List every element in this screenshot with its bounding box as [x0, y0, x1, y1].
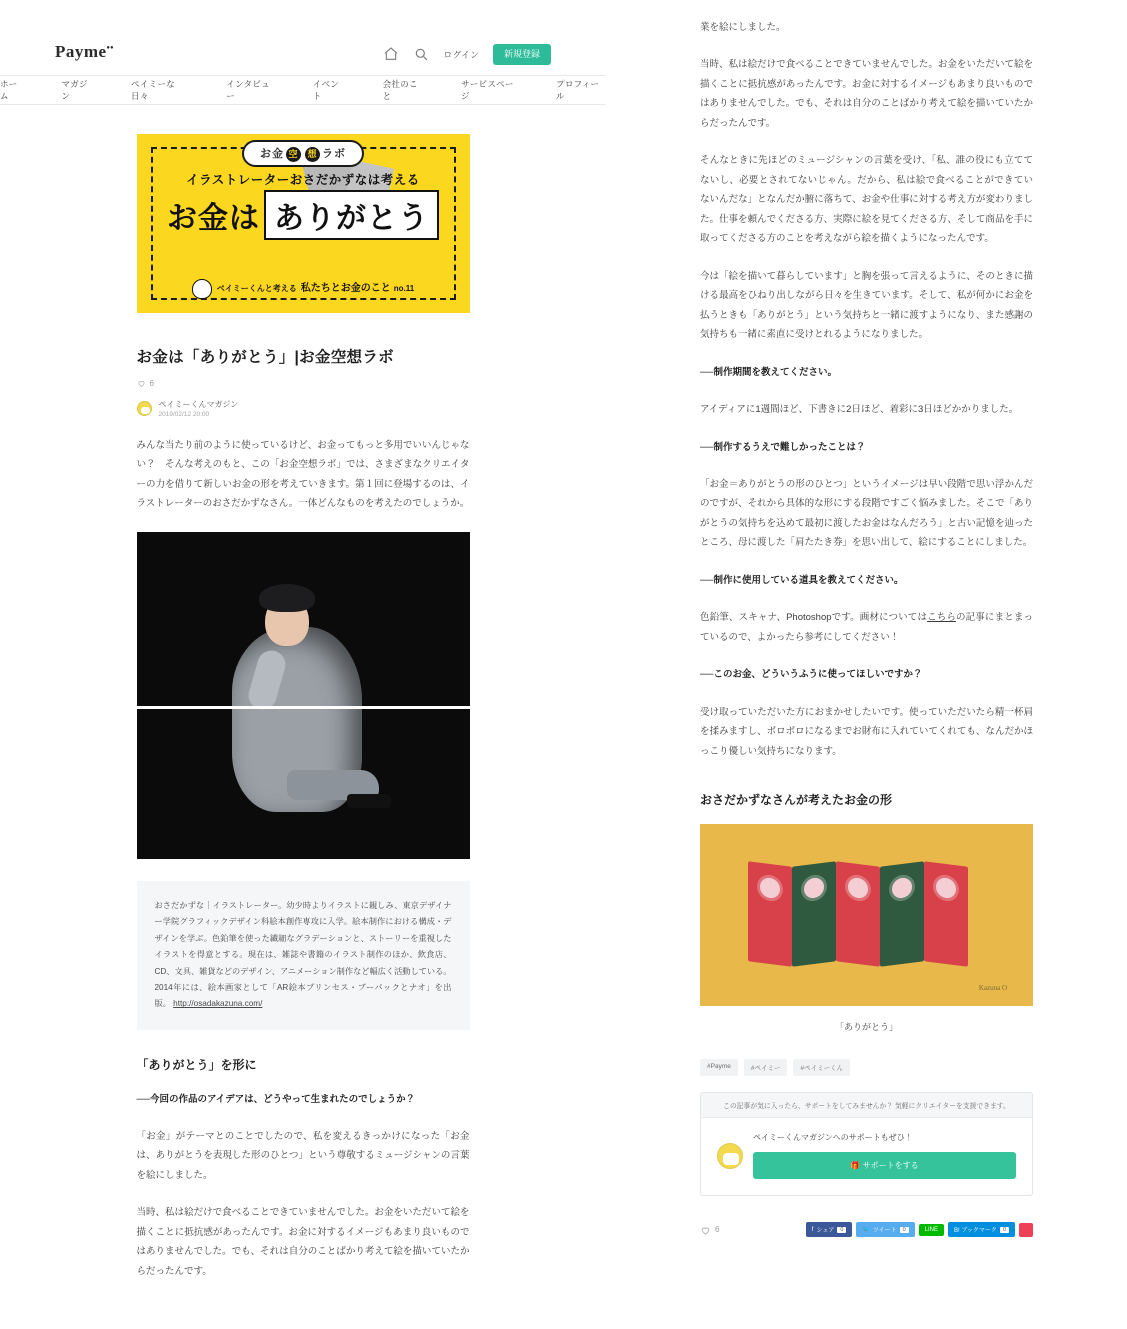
like-count: 6 — [149, 379, 154, 388]
hero-footer-small: ベイミーくんと考える — [216, 284, 297, 294]
like-row[interactable] — [137, 379, 470, 388]
question-1: ──今回の作品のアイデアは、どうやって生まれたのでしょうか？ — [136, 1093, 416, 1105]
footer-like[interactable] — [700, 1225, 719, 1234]
share-facebook-count: 0 — [837, 1227, 846, 1233]
material-article-link[interactable]: こちら — [927, 612, 957, 624]
heart-icon — [700, 1225, 709, 1234]
artwork-fold-2 — [792, 861, 836, 966]
login-link[interactable]: ログイン — [443, 49, 479, 60]
article-footer — [700, 1222, 1033, 1237]
continued-line: 業を絵にしました。 — [700, 22, 786, 33]
answer-2: 当時、私は絵だけで食べることできていませんでした。お金をいただいて絵を描くことに抵抗感があったんです。お金に対するイメージもあまり良いものではありませんでした。でも、それは自分のことばかり考えて絵を描いていたからだったんです。 — [136, 1207, 470, 1277]
support-text: ペイミーくんマガジンへのサポートもぜひ！ — [753, 1133, 913, 1143]
header-actions — [383, 44, 551, 65]
page-seam — [0, 706, 606, 709]
nav-item-profile[interactable]: プロフィール — [556, 79, 600, 101]
publish-date: 2019/02/12 20:00 — [158, 411, 210, 418]
hero-tag-mark-2: 想 — [305, 147, 320, 162]
byline[interactable] — [137, 399, 470, 418]
hero-banner — [137, 134, 470, 313]
author-name: ペイミーくんマガジン — [158, 400, 239, 409]
nav-item-magazine[interactable]: マガジン — [61, 79, 88, 101]
answer-3: アイディアに1週間ほど、下書きに2日ほど、着彩に3日ほどかかりました。 — [700, 404, 1019, 416]
question-3: ──制作するうえで難しかったことは？ — [700, 441, 866, 453]
nav-item-interview[interactable]: インタビュー — [226, 79, 270, 101]
answer-1: 「お金」がテーマとのことでしたので、私を変えるきっかけになった「お金は、ありがとうを表現した形のひとつ」という尊敬するミュージシャンの言葉を絵にしました。 — [136, 1130, 470, 1181]
artwork-caption: 「ありがとう」 — [834, 1022, 898, 1033]
hero-title — [137, 190, 470, 240]
hero-title-left: お金は — [167, 202, 260, 235]
author-bio-box — [137, 881, 470, 1030]
artwork-fold-3 — [836, 861, 880, 966]
signup-button[interactable]: 新規登録 — [493, 44, 551, 65]
portrait-photo — [137, 532, 470, 859]
search-icon[interactable] — [413, 46, 429, 62]
hero-title-boxed: ありがとう — [264, 190, 439, 240]
site-header — [0, 0, 606, 76]
nav-item-home[interactable]: ホーム — [0, 79, 18, 101]
hero-footer-big: 私たちとお金のこと — [300, 283, 391, 295]
nav-item-paymee-days[interactable]: ペイミーな日々 — [131, 79, 176, 101]
author-bio-body: おさだかずな｜イラストレーター。幼少時よりイラストに親しみ、東京デザイナー学院グラフィックデザイン科絵本創作専攻に入学。絵本制作における構成・デザインを学ぶ。色鉛筆を使った繊細なグラデーションと、ストーリーを重視したイラストを得意とする。現在は、雑誌や書籍のイラスト制作のほか、飲食店、CD、文具、雑貨などのデザイン、アニメーション制作など幅広く活動している。2014年には、絵本画家として「AR絵本プリンセス・ブーパックとナオ」を出版。 — [154, 900, 452, 1009]
answer-5 — [700, 608, 1033, 647]
share-hatena-label: B! ブックマーク — [954, 1228, 997, 1235]
article-lead: みんな当たり前のように使っているけど、お金ってもっと多用でいいんじゃない？ そんな考えのもと、この「お金空想ラボ」では、さまざまなクリエイターの力を借りて新しいお金の形を考えていきます。第１回に登場するのは、イラストレーターのおさだかずなさん。一体どんなものを考えたのでしょうか。 — [136, 440, 470, 510]
article-body — [137, 313, 470, 1281]
logo-dot-icon: •• — [106, 42, 114, 53]
artwork-fold-1 — [748, 861, 792, 966]
nav-item-company[interactable]: 会社のこと — [382, 79, 418, 101]
site-logo-text: Payme — [55, 42, 107, 61]
answer-6: 受け取っていただいた方におまかせしたいです。使っていただいたら精一杯肩を揉みますし、ボロボロになるまでお財布に入れていてくれても、なんだかほっこり優しい気持ちになります。 — [700, 706, 1033, 757]
share-twitter-button[interactable] — [856, 1222, 914, 1237]
share-facebook-button[interactable] — [806, 1222, 853, 1237]
section-heading-2: おさだかずなさんが考えたお金の形 — [700, 793, 893, 808]
paragraph-1: 当時、私は絵だけで食べることできていませんでした。お金をいただいて絵を描くことに抵抗感があったんです。お金に対するイメージもあまり良いものではありませんでした。でも、それは自分のことばかり考えて絵を描いていたからだったんです。 — [700, 59, 1033, 129]
tag-list — [700, 1059, 1033, 1076]
support-avatar — [717, 1143, 743, 1169]
hero-tag-mark-1: 空 — [286, 147, 301, 162]
artwork-fold-5 — [924, 861, 968, 966]
artwork-fold-4 — [880, 861, 924, 966]
question-2: ──制作期間を教えてください。 — [700, 366, 837, 378]
right-column — [606, 0, 1127, 1329]
paragraph-2: そんなときに先ほどのミュージシャンの言葉を受け、「私、誰の役にも立ててないし、必要とされてないじゃん。だから、私は絵で食べることができていないんだな」となんだか腑に落ちて、お金や仕事に対する考え方が変わりました。仕事を頼んでくださる方、実際に絵を見てくださる方、そして商品を手に取ってくださる方のことを考えながら絵を描くようになったんです。 — [700, 155, 1033, 245]
share-hatena-count: 0 — [1000, 1227, 1009, 1233]
mascot-icon — [192, 279, 212, 299]
section-heading-1: 「ありがとう」を形に — [136, 1057, 257, 1072]
author-website-link[interactable]: http://osadakazuna.com/ — [173, 999, 263, 1009]
share-hatena-button[interactable] — [948, 1222, 1015, 1237]
footer-like-count: 6 — [715, 1225, 720, 1235]
hero-subtitle: イラストレーターおさだかずなは考える — [186, 173, 420, 187]
home-icon[interactable] — [383, 46, 399, 62]
nav-item-event[interactable]: イベント — [312, 79, 340, 101]
hero-tag: お金 空 想 ラボ — [242, 140, 364, 167]
twitter-icon: 🐦 — [862, 1227, 870, 1234]
paragraph-3: 今は「絵を描いて暮らしています」と胸を張って言えるように、そのときに描ける最高をひねり出しながら日々を生きています。そして、私が何かにお金を払うときも「ありがとう」という気持ちと一緒に渡すようになり、また感謝の気持ちも一緒に素直に受けとれるようになりました。 — [700, 270, 1033, 341]
avatar — [137, 401, 152, 416]
answer-4: 「お金＝ありがとうの形のひとつ」というイメージは早い段階で思い浮かんだのですが、それから具体的な形にする段階ですごく悩みました。そこで「ありがとうの気持ちを込めて最初に渡したお金はなんだろう」と古い記憶を辿ったところ、母に渡した「肩たたき券」を思い出して、絵にすることにしました。 — [700, 478, 1033, 549]
main-nav — [0, 76, 606, 105]
share-facebook-label: シェア — [816, 1228, 835, 1235]
support-box — [700, 1092, 1033, 1196]
page-title: お金は「ありがとう」|お金空想ラボ — [136, 349, 394, 366]
question-4: ──制作に使用している道具を教えてください。 — [700, 574, 904, 586]
tag-payme[interactable]: #Payme — [700, 1059, 738, 1076]
question-5: ──このお金、どういうふうに使ってほしいですか？ — [700, 669, 923, 681]
share-line-label: LINE — [924, 1226, 939, 1233]
gift-icon: 🎁 — [850, 1161, 861, 1171]
support-headline: この記事が気に入ったら、サポートをしてみませんか？ 気軽にクリエイターを支援できます。 — [701, 1093, 1032, 1118]
answer-5-post: の記事にまとまっているので、よかったら参考にしてください！ — [700, 612, 1033, 643]
support-button-label: サポートをする — [862, 1161, 919, 1171]
hero-footer — [137, 279, 470, 299]
artwork-signature: Kazuna O — [978, 984, 1007, 993]
share-twitter-count: 0 — [900, 1227, 909, 1233]
tag-paymee-kun[interactable]: #ペイミーくん — [793, 1059, 850, 1076]
facebook-icon: f — [811, 1226, 814, 1233]
article-continued — [700, 0, 1033, 1237]
nav-item-service[interactable]: サービスページ — [460, 79, 514, 101]
author-bio-text — [155, 898, 452, 1013]
heart-icon — [137, 379, 146, 388]
site-logo[interactable] — [55, 42, 114, 62]
share-buttons — [806, 1222, 1033, 1237]
answer-5-pre: 色鉛筆、スキャナ、Photoshopです。画材については — [700, 612, 928, 624]
artwork-image — [700, 824, 1033, 1006]
share-line-button[interactable] — [919, 1224, 944, 1236]
pocket-icon[interactable] — [1019, 1223, 1033, 1237]
tag-paymee[interactable]: #ペイミー — [744, 1059, 788, 1076]
support-button[interactable] — [753, 1152, 1016, 1179]
hero-footer-number: no.11 — [393, 284, 415, 294]
share-twitter-label: ツイート — [872, 1228, 897, 1235]
